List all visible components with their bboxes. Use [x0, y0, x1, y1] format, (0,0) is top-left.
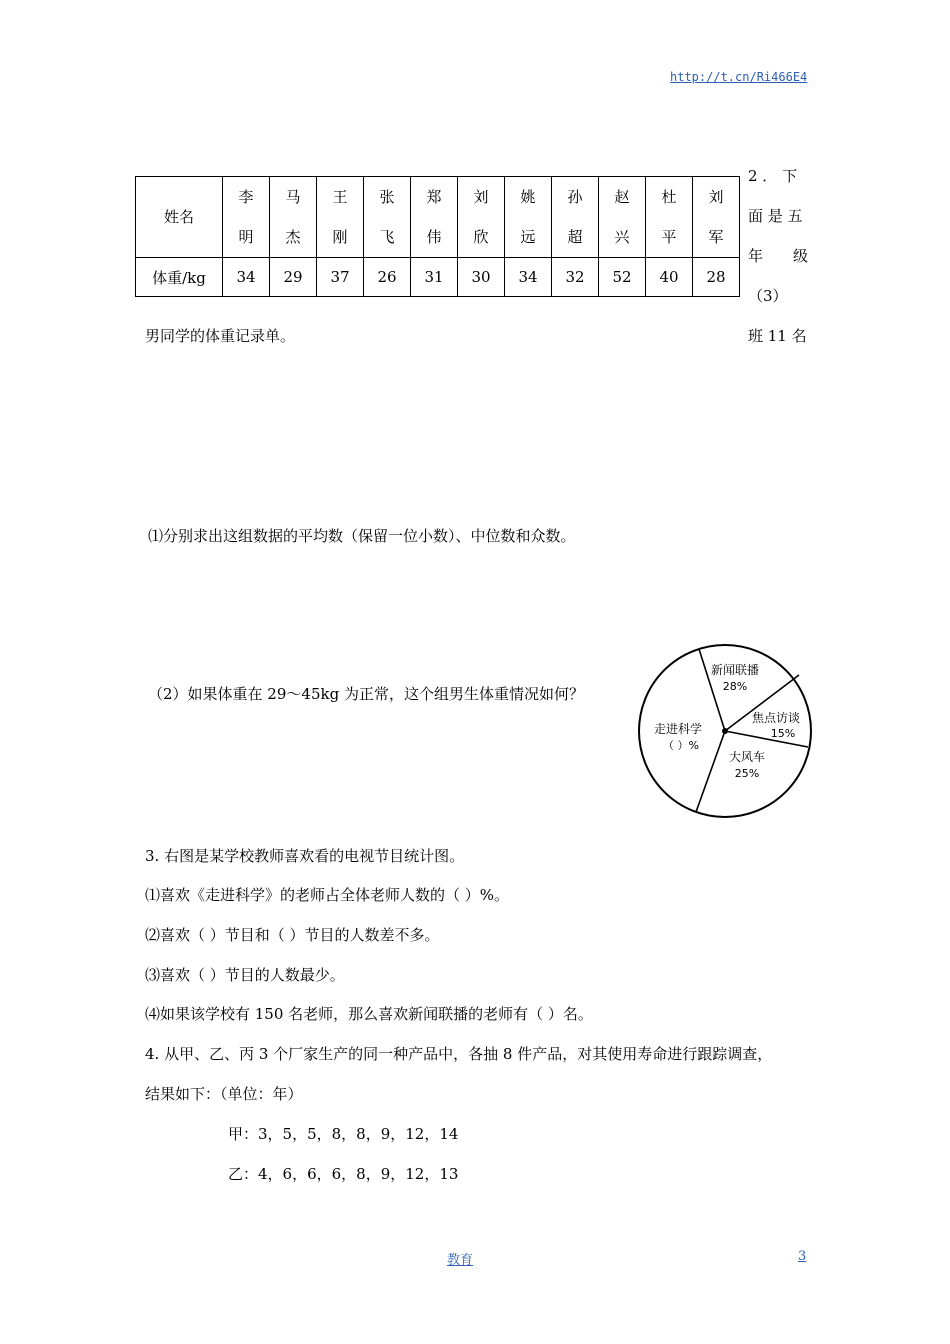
q4-jia: 甲：3，5，5，8，8，9，12，14: [228, 1125, 459, 1143]
slice-value: 15%: [770, 727, 796, 740]
weight-row: [136, 258, 740, 297]
q2-side-line: 2 ． 下: [748, 167, 798, 185]
q2-side-line: 班 11 名: [748, 327, 807, 345]
student-name: 王 刚: [317, 177, 364, 258]
q4-yi: 乙：4，6，6，6，8，9，12，13: [228, 1165, 459, 1183]
name-row: [136, 177, 740, 258]
student-name: 姚 远: [505, 177, 552, 258]
weight-value: 32: [552, 258, 599, 297]
weight-value: 28: [693, 258, 740, 297]
student-name: 张 飞: [364, 177, 411, 258]
weight-value: 26: [364, 258, 411, 297]
slice-label: 新闻联播: [710, 663, 760, 677]
slice-value: （ ）%: [663, 739, 699, 752]
q3-item: ⑷如果该学校有 150 名老师，那么喜欢新闻联播的老师有（ ）名。: [145, 1005, 593, 1023]
q2-sub1: ⑴分别求出这组数据的平均数（保留一位小数）、中位数和众数。: [148, 527, 576, 545]
footer-label[interactable]: 教育: [447, 1253, 474, 1268]
header-link[interactable]: http://t.cn/Ri466E4: [670, 70, 808, 84]
tv-pie-chart: [636, 640, 816, 820]
student-name: 赵 兴: [599, 177, 646, 258]
student-name: 刘 欣: [458, 177, 505, 258]
weight-value: 29: [270, 258, 317, 297]
weight-value: 30: [458, 258, 505, 297]
student-name: 杜 平: [646, 177, 693, 258]
slice-label: 大风车: [728, 750, 766, 764]
student-name: 刘 军: [693, 177, 740, 258]
page-number: 3: [798, 1249, 807, 1264]
q3-item: ⑴喜欢《走进科学》的老师占全体老师人数的（ ）%。: [145, 886, 510, 904]
student-name: 郑 伟: [411, 177, 458, 258]
pie-center: [722, 728, 728, 734]
weight-value: 31: [411, 258, 458, 297]
q4-line2: 结果如下：（单位：年）: [145, 1085, 303, 1103]
slice-label: 焦点访谈: [751, 711, 801, 725]
q2-side-line: 年级（3）: [748, 247, 808, 305]
slice-value: 28%: [722, 680, 748, 693]
slice-label: 走进科学: [653, 722, 703, 736]
weight-value: 37: [317, 258, 364, 297]
weight-value: 40: [646, 258, 693, 297]
q3-title: 3. 右图是某学校教师喜欢看的电视节目统计图。: [145, 847, 465, 865]
q2-intro-cont: 男同学的体重记录单。: [145, 327, 296, 345]
slice-value: 25%: [734, 767, 760, 780]
student-name: 李 明: [223, 177, 270, 258]
q2-side-line: 面 是 五: [748, 207, 803, 225]
q3-item: ⑶喜欢（ ）节目的人数最少。: [145, 966, 345, 984]
row-header-name: 姓名: [136, 177, 223, 258]
weight-value: 34: [223, 258, 270, 297]
student-name: 马 杰: [270, 177, 317, 258]
q4-line1: 4. 从甲、乙、丙 3 个厂家生产的同一种产品中，各抽 8 件产品，对其使用寿命进行跟踪调查，: [145, 1045, 773, 1063]
weight-table: [135, 176, 740, 297]
student-name: 孙 超: [552, 177, 599, 258]
row-header-weight: 体重/kg: [136, 258, 223, 297]
weight-value: 52: [599, 258, 646, 297]
q2-sub2: （2）如果体重在 29～45kg 为正常，这个组男生体重情况如何？: [148, 685, 584, 703]
weight-value: 34: [505, 258, 552, 297]
q3-item: ⑵喜欢（ ）节目和（ ）节目的人数差不多。: [145, 926, 440, 944]
q2-side-text: [748, 156, 808, 356]
